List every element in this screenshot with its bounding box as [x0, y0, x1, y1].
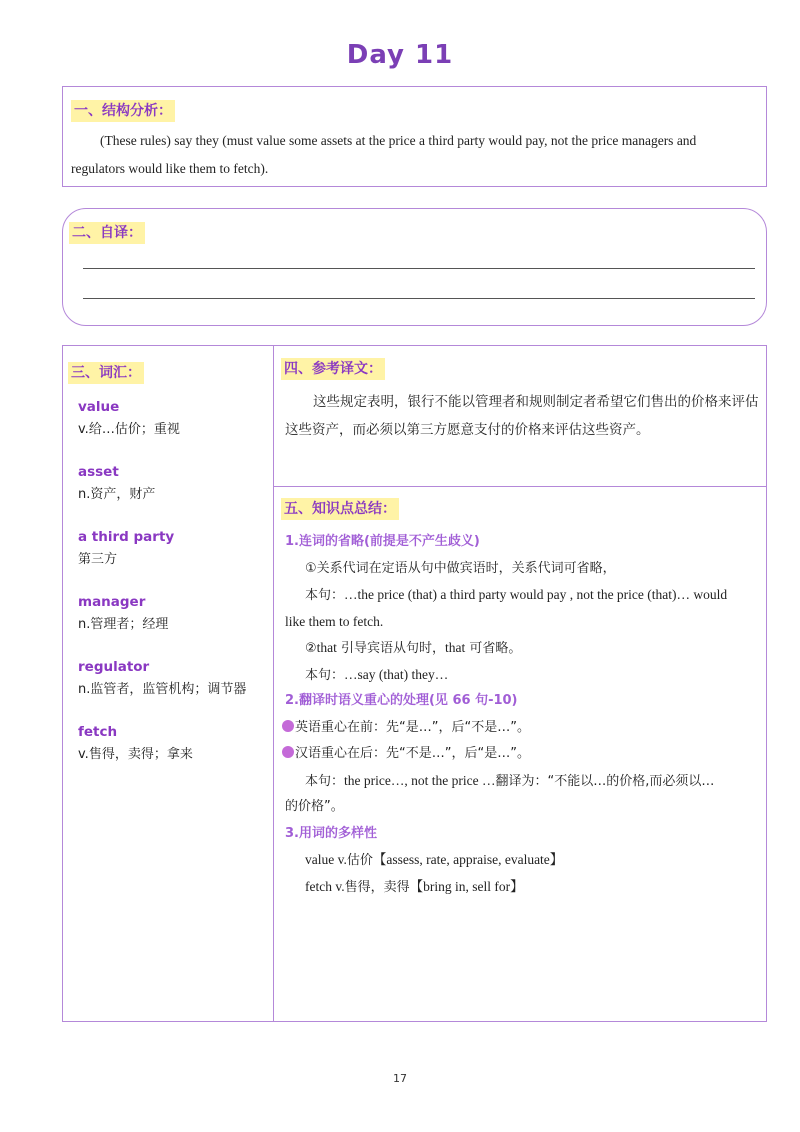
- vocab-word: value: [78, 399, 120, 415]
- summary-example: …say (that) they…: [344, 666, 449, 682]
- page-number: 17: [393, 1072, 407, 1085]
- vocab-word: fetch: [78, 724, 118, 740]
- vocab-definition: v.售得，卖得；拿来: [78, 747, 193, 762]
- page-title: Day 11: [346, 40, 454, 70]
- summary-line: [285, 582, 763, 609]
- summary-line: [285, 874, 763, 901]
- summary-line: [282, 741, 763, 768]
- vocab-definition: 第三方: [78, 552, 118, 567]
- reference-translation-text: 这些规定表明，银行不能以管理者和规则制定者希望它们售出的价格来评估这些资产，而必须以第三方愿意支付的价格来评估这些资产。: [285, 394, 759, 438]
- summary-marker: ②: [305, 641, 317, 656]
- summary-synonyms: 【assess, rate, appraise, evaluate】: [372, 852, 564, 867]
- vocab-definition: n.管理者；经理: [78, 617, 169, 632]
- vocab-word: regulator: [78, 659, 150, 675]
- summary-line: [285, 635, 763, 662]
- structure-analysis-box: [62, 86, 767, 187]
- vocabulary-heading: 三、词汇：: [68, 362, 144, 384]
- summary-label: 本句：: [305, 588, 345, 603]
- knowledge-summary: [285, 529, 763, 900]
- structure-analysis-heading: 一、结构分析：: [71, 100, 175, 122]
- summary-keyword: that: [316, 640, 337, 655]
- reference-translation-heading: 四、参考译文：: [281, 358, 385, 380]
- summary-text: 可省略。: [465, 641, 522, 656]
- summary-word: value v.: [305, 852, 347, 867]
- summary-line: 的价格”。: [285, 799, 344, 814]
- summary-example: the price…, not the price …: [344, 772, 496, 788]
- summary-label: 本句：: [305, 773, 345, 789]
- summary-line: [285, 662, 763, 689]
- summary-text: 翻译为：“不能以…的价格,而必须以…: [495, 773, 715, 789]
- bullet-icon: [282, 746, 294, 758]
- summary-text: 售得，卖得: [344, 879, 410, 895]
- summary-example: …the price (that) a third party would pay , not the price (that)… would: [344, 587, 728, 602]
- column-divider: [273, 346, 274, 1021]
- summary-text: 汉语重心在后：先“不是…”，后“是…”。: [295, 746, 530, 761]
- vocab-word: manager: [78, 594, 146, 610]
- vocab-definition: v.给…估价；重视: [78, 422, 180, 437]
- bullet-icon: [282, 720, 294, 732]
- summary-subheading: 3.用词的多样性: [285, 825, 377, 841]
- vocab-definition: n.资产，财产: [78, 487, 156, 502]
- summary-line: [285, 847, 763, 874]
- summary-text: 估价: [346, 853, 373, 868]
- summary-line: [285, 768, 763, 795]
- summary-line: [282, 715, 763, 742]
- knowledge-summary-heading: 五、知识点总结：: [281, 498, 399, 520]
- summary-text: 引导宾语从句时，: [336, 641, 446, 656]
- vocabulary-list: [78, 396, 268, 786]
- translation-line-2: [83, 298, 755, 299]
- structure-analysis-text: (These rules) say they (must value some assets at the price a third party would pay, not the price managers and regulators would like them to fetch).: [71, 133, 697, 176]
- vocab-definition: n.监管者，监管机构；调节器: [78, 682, 247, 697]
- details-box: [62, 345, 767, 1022]
- vocab-word: asset: [78, 464, 119, 480]
- summary-subheading: 1.连词的省略(前提是不产生歧义): [285, 534, 480, 549]
- summary-line: ①关系代词在定语从句中做宾语时，关系代词可省略，: [305, 560, 616, 576]
- summary-synonyms: 【bring in, sell for】: [409, 878, 524, 894]
- row-divider: [273, 486, 767, 487]
- self-translation-heading: 二、自译：: [69, 222, 145, 244]
- summary-keyword: that: [445, 640, 466, 655]
- summary-text: 英语重心在前：先“是…”，后“不是…”。: [295, 719, 530, 735]
- summary-subheading: 2.翻译时语义重心的处理(见 66 句-10): [285, 693, 518, 708]
- self-translation-box: [62, 208, 767, 326]
- summary-label: 本句：: [305, 667, 345, 683]
- vocab-word: a third party: [78, 529, 175, 545]
- summary-word: fetch v.: [305, 878, 345, 894]
- translation-line-1: [83, 268, 755, 269]
- summary-line: like them to fetch.: [285, 613, 384, 629]
